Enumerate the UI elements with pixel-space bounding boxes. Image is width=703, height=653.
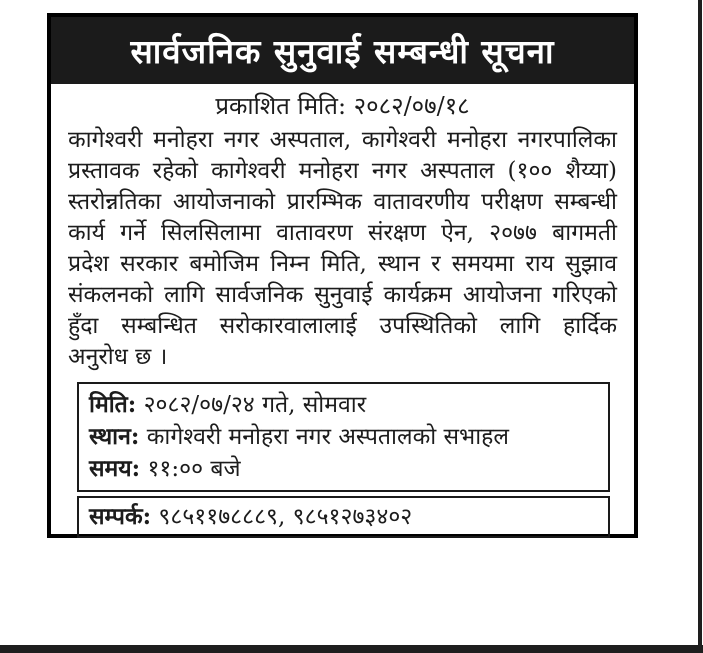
detail-row-date xyxy=(89,389,598,421)
body-line: अनुरोध छ । xyxy=(68,344,168,370)
detail-row-time xyxy=(89,453,598,485)
detail-value-venue: कागेश्वरी मनोहरा नगर अस्पतालको सभाहल xyxy=(146,424,509,450)
body-line: कागेश्वरी मनोहरा नगर अस्पताल, कागेश्वरी मनोहरा नगरपालिका xyxy=(68,127,617,153)
notice-title: सार्वजनिक सुनुवाई सम्बन्धी सूचना xyxy=(130,32,555,71)
detail-label-time: समय: xyxy=(89,455,141,482)
notice-box xyxy=(47,13,638,538)
contact-row xyxy=(89,501,598,533)
body-line: संकलनको लागि सार्वजनिक सुनुवाई कार्यक्रम आयोजना गरिएको xyxy=(68,282,617,308)
detail-value-date: २०८२/०७/२४ गते, सोमवार xyxy=(143,392,367,418)
body-line: प्रस्तावक रहेको कागेश्वरी मनोहरा नगर अस्पताल (१०० शैय्या) xyxy=(68,158,617,184)
body-line: कार्य गर्ने सिलसिलामा वातावरण संरक्षण ऐन, २०७७ बागमती xyxy=(68,220,617,246)
published-date-line: प्रकाशित मिति: २०८२/०७/१८ xyxy=(215,92,470,120)
body-line: स्तरोन्नतिका आयोजनाको प्रारम्भिक वातावरणीय परीक्षण सम्बन्धी xyxy=(68,189,617,215)
detail-value-time: ११:०० बजे xyxy=(147,456,241,482)
notice-header-bar xyxy=(51,17,634,84)
contact-box xyxy=(77,496,610,538)
detail-label-date: मिति: xyxy=(89,391,137,418)
detail-row-venue xyxy=(89,421,598,453)
detail-label-venue: स्थान: xyxy=(89,423,140,450)
event-details-box xyxy=(77,382,610,492)
contact-phone-numbers: ९८५११७८८८९, ९८५१२७३४०२ xyxy=(158,504,413,530)
body-paragraph xyxy=(68,125,617,373)
contact-label: सम्पर्क: xyxy=(89,503,152,530)
scan-edge-bottom xyxy=(0,645,703,653)
body-line: हुँदा सम्बन्धित सरोकारवालालाई उपस्थितिको लागि हार्दिक xyxy=(68,313,617,339)
body-line: प्रदेश सरकार बमोजिम निम्न मिति, स्थान र समयमा राय सुझाव xyxy=(68,251,617,277)
scan-edge-right xyxy=(698,0,702,653)
